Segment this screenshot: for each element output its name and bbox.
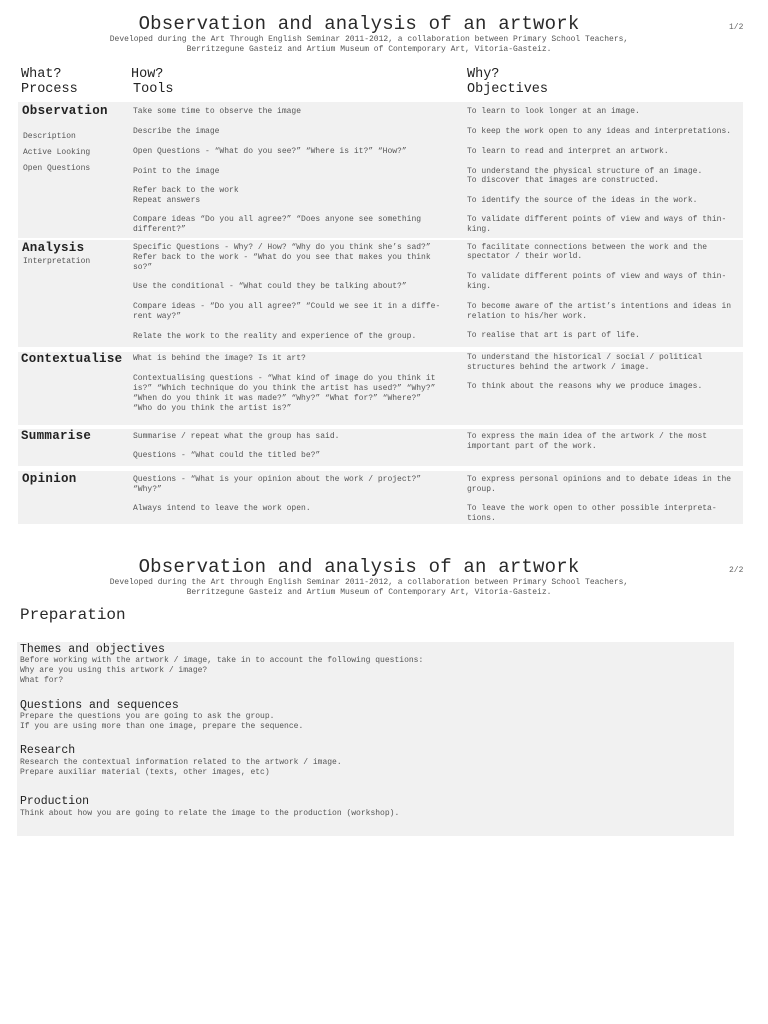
subsection-heading: Research — [20, 744, 76, 757]
tool-text: Contextualising questions - “What kind of image do you think it — [133, 374, 436, 383]
objective-text: To discover that images are constructed. — [467, 176, 660, 185]
tool-text: “When do you think it was made?” “Why?” “What for?” “Where?” — [133, 394, 422, 403]
section-heading: Observation — [22, 104, 108, 118]
tool-text: Always intend to leave the work open. — [133, 504, 311, 513]
objective-text: structures behind the artwork / image. — [467, 363, 650, 372]
subsection-text: Prepare the questions you are going to ask the group. — [20, 712, 275, 721]
objective-text: To understand the historical / social / political — [467, 353, 703, 362]
page-title: Observation and analysis of an artwork — [138, 556, 580, 578]
objective-text: To identify the source of the ideas in the work. — [467, 196, 698, 205]
objective-text: To leave the work open to other possible interpreta- — [467, 504, 717, 513]
tool-text: Use the conditional - “What could they be talking about?” — [133, 282, 407, 291]
preparation-heading: Preparation — [20, 606, 126, 624]
column-subheader-process: Process — [21, 82, 78, 97]
column-header-what: What? — [21, 67, 62, 82]
objective-text: To keep the work open to any ideas and interpretations. — [467, 127, 732, 136]
objective-text: tions. — [467, 514, 496, 523]
subsection-text: If you are using more than one image, prepare the sequence. — [20, 722, 304, 731]
column-header-how: How? — [131, 67, 164, 82]
objective-text: To think about the reasons why we produce images. — [467, 382, 703, 391]
tool-text: Relate the work to the reality and experience of the group. — [133, 332, 417, 341]
tool-text: Questions - “What could the titled be?” — [133, 451, 321, 460]
objective-text: relation to his/her work. — [467, 312, 588, 321]
section-heading: Contextualise — [21, 352, 123, 366]
tool-text: different?” — [133, 225, 186, 234]
tool-text: so?” — [133, 263, 153, 272]
tool-text: Open Questions - “What do you see?” “Where is it?” “How?” — [133, 147, 407, 156]
tool-text: Summarise / repeat what the group has said. — [133, 432, 340, 441]
tool-text: Refer back to the work — [133, 186, 239, 195]
objective-text: important part of the work. — [467, 442, 597, 451]
subsection-text: Prepare auxiliar material (texts, other images, etc) — [20, 768, 270, 777]
subsection-text: Before working with the artwork / image, take in to account the following questions: — [20, 656, 424, 665]
section-subheading: Description — [23, 132, 76, 141]
tool-text: Point to the image — [133, 167, 220, 176]
tool-text: Compare ideas “Do you all agree?” “Does anyone see something — [133, 215, 422, 224]
subsection-text: Why are you using this artwork / image? — [20, 666, 208, 675]
subsection-text: Research the contextual information related to the artwork / image. — [20, 758, 342, 767]
tool-text: “Who do you think the artist is?” — [133, 404, 292, 413]
section-subheading: Open Questions — [23, 164, 91, 173]
column-header-why: Why? — [467, 67, 500, 82]
tool-text: is?” “Which technique do you think the artist has used?” “Why?” — [133, 384, 436, 393]
page-subtitle: Berritzegune Gasteiz and Artium Museum of Contemporary Art, Vitoria-Gasteiz. — [186, 45, 552, 54]
section-heading: Opinion — [22, 472, 77, 486]
objective-text: king. — [467, 225, 492, 234]
column-subheader-tools: Tools — [133, 82, 174, 97]
page-subtitle: Developed during the Art Through English Seminar 2011-2012, a collaboration between Primary School Teachers, — [109, 35, 629, 44]
objective-text: spectator / their world. — [467, 252, 583, 261]
page-subtitle: Developed during the Art through English Seminar 2011-2012, a collaboration between Primary School Teachers, — [109, 578, 629, 587]
objective-text: To facilitate connections between the work and the — [467, 243, 708, 252]
page-number: 1/2 — [729, 23, 744, 32]
subsection-heading: Production — [20, 795, 90, 808]
objective-text: To learn to look longer at an image. — [467, 107, 640, 116]
objective-text: To validate different points of view and ways of thin- — [467, 272, 727, 281]
objective-text: To express personal opinions and to debate ideas in the — [467, 475, 732, 484]
objective-text: To learn to read and interpret an artwork. — [467, 147, 669, 156]
objective-text: To understand the physical structure of an image. — [467, 167, 703, 176]
section-heading: Summarise — [21, 429, 92, 443]
page-subtitle: Berritzegune Gasteiz and Artium Museum of Contemporary Art, Vitoria-Gasteiz. — [186, 588, 552, 597]
page-title: Observation and analysis of an artwork — [138, 13, 580, 35]
objective-text: group. — [467, 485, 496, 494]
tool-text: Refer back to the work - “What do you see that makes you think — [133, 253, 431, 262]
tool-text: Repeat answers — [133, 196, 201, 205]
subsection-text: What for? — [20, 676, 64, 685]
page-number: 2/2 — [729, 566, 744, 575]
tool-text: “Why?” — [133, 485, 162, 494]
tool-text: rent way?” — [133, 312, 182, 321]
section-subheading: Active Looking — [23, 148, 91, 157]
subsection-heading: Themes and objectives — [20, 643, 165, 656]
section-heading: Analysis — [22, 241, 85, 255]
section-subheading: Interpretation — [23, 257, 91, 266]
tool-text: Questions - “What is your opinion about the work / project?” — [133, 475, 422, 484]
tool-text: Specific Questions - Why? / How? “Why do you think she’s sad?” — [133, 243, 431, 252]
objective-text: To realise that art is part of life. — [467, 331, 640, 340]
tool-text: Compare ideas - “Do you all agree?” “Could we see it in a diffe- — [133, 302, 441, 311]
tool-text: Take some time to observe the image — [133, 107, 302, 116]
subsection-text: Think about how you are going to relate the image to the production (workshop). — [20, 809, 400, 818]
objective-text: king. — [467, 282, 492, 291]
objective-text: To become aware of the artist’s intentions and ideas in — [467, 302, 732, 311]
tool-text: Describe the image — [133, 127, 220, 136]
objective-text: To validate different points of view and ways of thin- — [467, 215, 727, 224]
column-subheader-objectives: Objectives — [467, 82, 549, 97]
objective-text: To express the main idea of the artwork / the most — [467, 432, 708, 441]
subsection-heading: Questions and sequences — [20, 699, 179, 712]
tool-text: What is behind the image? Is it art? — [133, 354, 306, 363]
